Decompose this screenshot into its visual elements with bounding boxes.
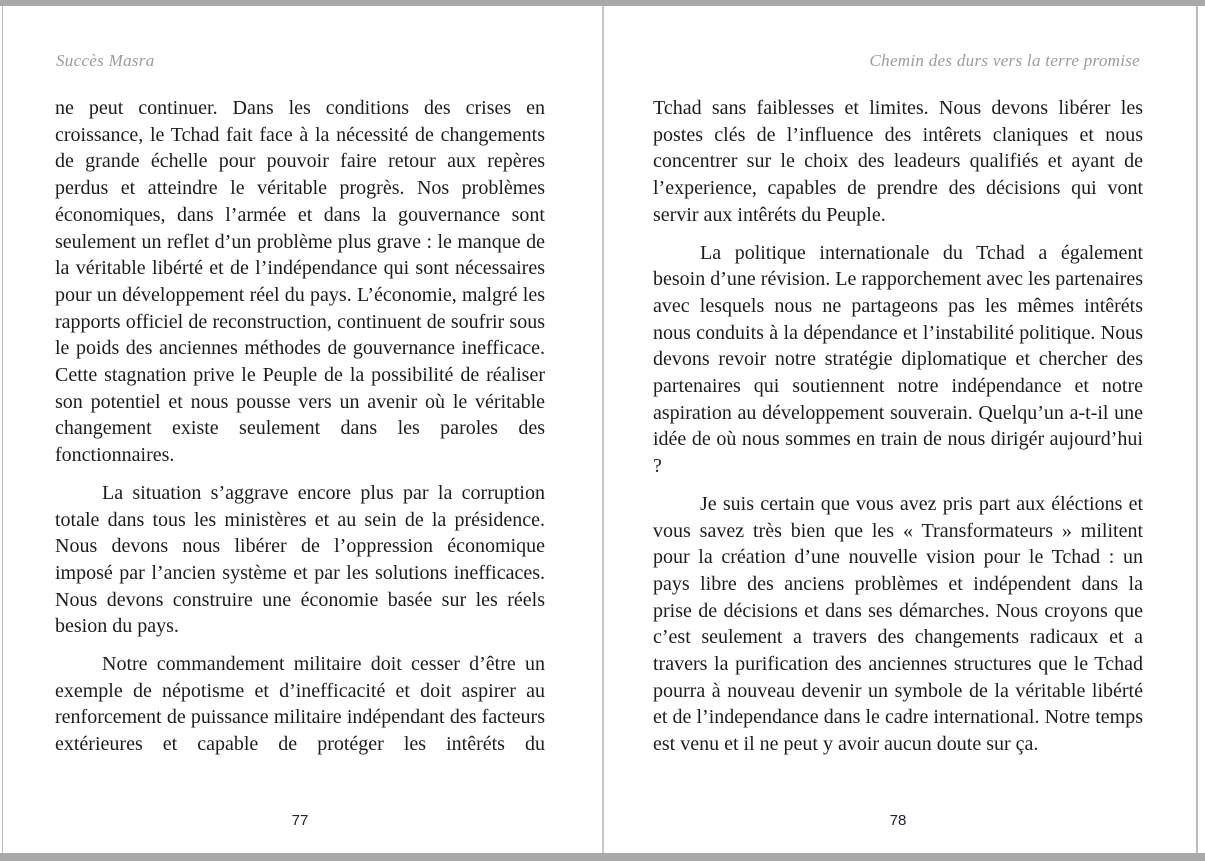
page-number-right: 78	[889, 812, 907, 829]
page-right	[604, 6, 1196, 853]
page-body-right	[653, 95, 1143, 769]
paragraph: La situation s’aggrave encore plus par la corruption totale dans tous les ministères et au sein de la présidence. Nous devons nous libérer de l’oppression économique imposé par l’ancien système et par les solutions inefficaces. Nous devons construire une économie basée sur les réels besion du pays.	[55, 481, 545, 638]
running-header-title: Chemin des durs vers la terre promise	[869, 51, 1140, 70]
page-body-left	[55, 95, 545, 769]
right-border	[1196, 6, 1198, 853]
bottom-border	[0, 853, 1205, 861]
paragraph: Notre commandement militaire doit cesser d’être un exemple de népotisme et d’inefficacité et doit aspirer au renforcement de puissance militaire indépendant des facteurs extérieures et capable de protéger les intêréts du	[55, 653, 545, 756]
paragraph: Je suis certain que vous avez pris part aux éléctions et vous savez très bien que les « Transformateurs » militent pour la création d’une nouvelle vision pour le Tchad : un pays libre des anciens problèmes et indépendent dans la prise de décisions et dans ses démarches. Nous croyons que c’est seulement a travers des changements radicaux et a travers la purification des anciennes structures que le Tchad pourra à nouveau devenir un symbole de la véritable libérté et de l’independance dans le cadre international. Notre temps est venu et il ne peut y avoir aucun doute sur ça.	[653, 492, 1143, 756]
page-left	[3, 6, 602, 853]
running-header-author: Succès Masra	[56, 51, 155, 70]
paragraph: La politique internationale du Tchad a également besoin d’une révision. Le rapporchement avec les partenaires avec lesquels nous ne partageons pas les mêmes intêréts nous conduits à la dépendance et l’instabilité politique. Nous devons revoir notre stratégie diplomatique et chercher des partenaires qui soutiennent notre indépendance et notre aspiration au développement souverain. Quelqu’un a-t-il une idée de où nous sommes en train de nous dirigér aujourd’hui ?	[653, 241, 1143, 478]
page-number-left: 77	[291, 812, 309, 829]
paragraph: ne peut continuer. Dans les conditions des crises en croissance, le Tchad fait face à la nécessité de changements de grande échelle pour pouvoir faire retour aux repères perdus et atteindre le véritable progrès. Nos problèmes économiques, dans l’armée et dans la gouvernance sont seulement un reflet d’un problème plus grave : le manque de la véritable libérté et de l’indépendance qui sont nécessaires pour un développement réel du pays. L’économie, malgré les rapports officiel de reconstruction, continuent de soufrir sous le poids des anciennes méthodes de gouvernance inefficace. Cette stagnation prive le Peuple de la possibilité de réaliser son potentiel et nous pousse vers un avenir où le véritable changement existe seulement dans les paroles des fonctionnaires.	[55, 97, 545, 467]
paragraph: Tchad sans faiblesses et limites. Nous devons libérer les postes clés de l’influence des intêrets claniques et nous concentrer sur le choix des leadeurs qualifiés et ayant de l’experience, capables de prendre des décisions qui vont servir aux intêréts du Peuple.	[653, 97, 1143, 226]
